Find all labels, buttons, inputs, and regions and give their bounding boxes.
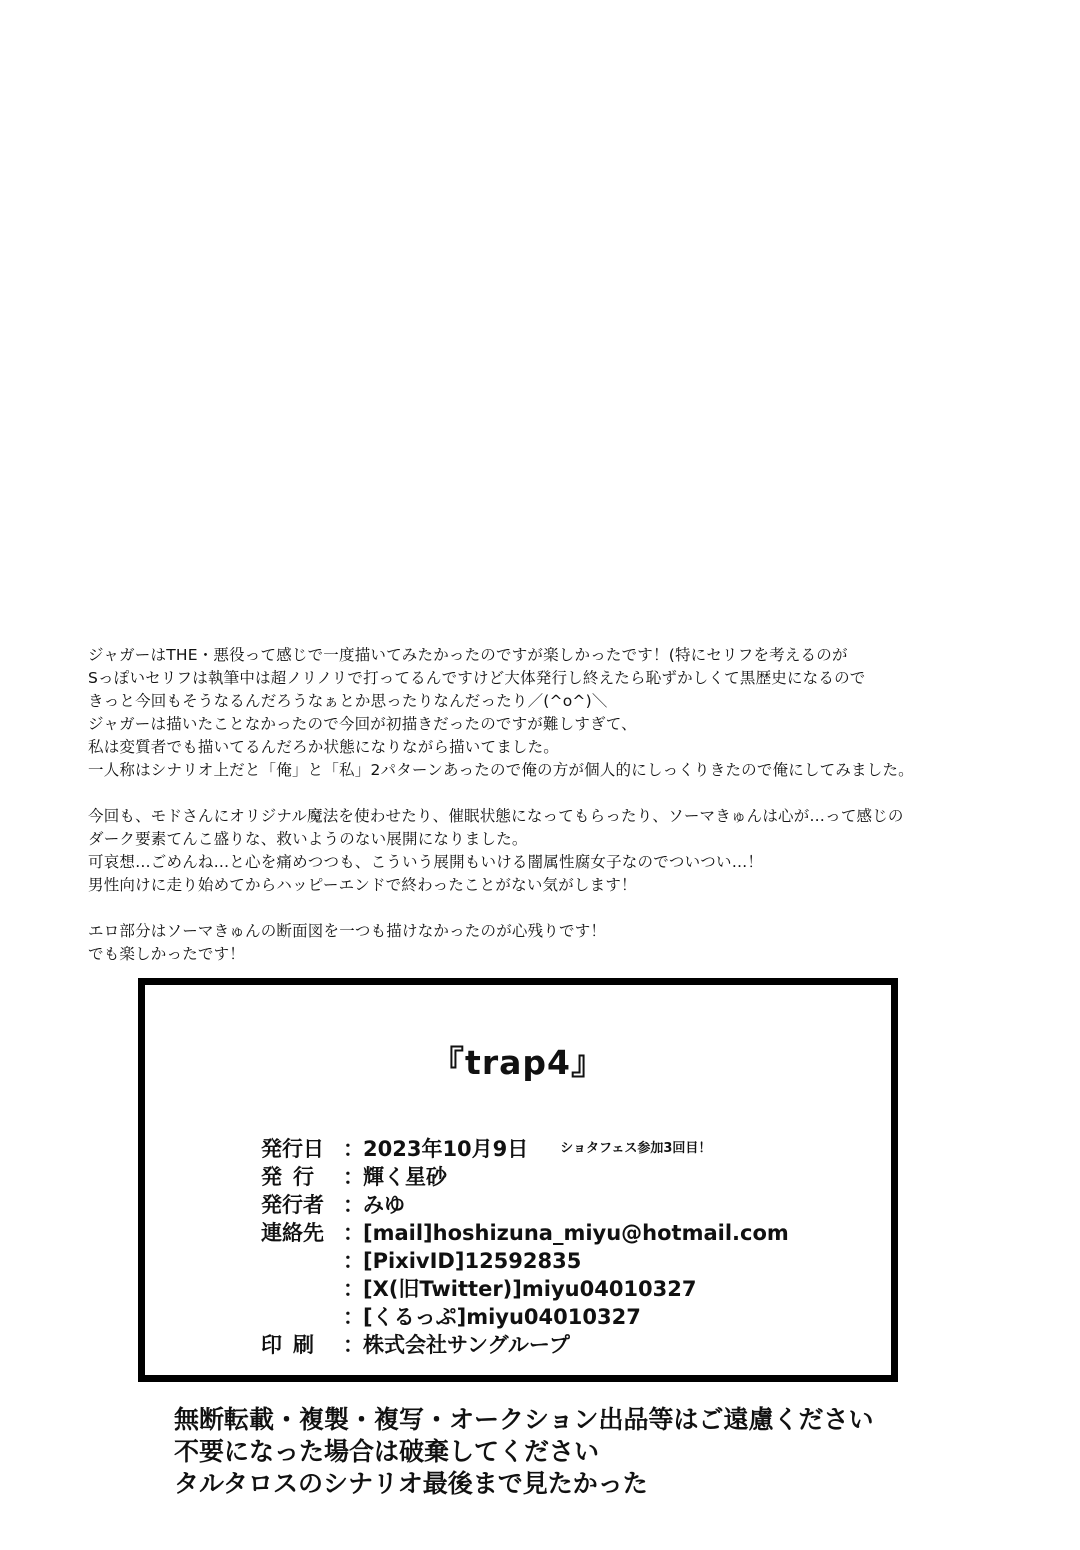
date-label: 発行日 [261, 1137, 324, 1161]
afterword-line: きっと今回もそうなるんだろうなぁとか思ったりなんだったり／(^o^)＼ [88, 692, 608, 710]
notice-line: タルタロスのシナリオ最後まで見たかった [174, 1469, 648, 1498]
notice-line: 無断転載・複製・複写・オークション出品等はご遠慮ください [174, 1405, 874, 1434]
colophon-row-date [261, 1135, 789, 1163]
colophon-row-publisher [261, 1191, 789, 1219]
colophon-box [138, 978, 898, 1382]
separator: ： [343, 1221, 364, 1245]
afterword-line: 可哀想…ごめんね…と心を痛めつつも、こういう展開もいける闇属性腐女子なのでついつい…！ [88, 853, 764, 871]
paragraph-gap [88, 897, 988, 920]
contact-pixiv: [PixivID]12592835 [363, 1249, 582, 1273]
afterword-line: ダーク要素てんこ盛りな、救いようのない展開になりました。 [88, 830, 528, 848]
afterword-line: 今回も、モドさんにオリジナル魔法を使わせたり、催眠状態になってもらったり、ソーマきゅんは心が…って感じの [88, 807, 904, 825]
afterword-line: 一人称はシナリオ上だと「俺」と「私」2パターンあったので俺の方が個人的にしっくりきたので俺にしてみました。 [88, 761, 914, 779]
colophon-info [261, 1135, 789, 1359]
contact-crepu: [くるっぷ]miyu04010327 [363, 1305, 641, 1329]
colophon-row-contact [261, 1275, 789, 1303]
separator: ： [343, 1137, 364, 1161]
afterword-line: でも楽しかったです！ [88, 945, 246, 963]
empty-label [261, 1247, 343, 1275]
book-title: 『trap4』 [431, 1043, 605, 1082]
publisher-label: 発行者 [261, 1193, 324, 1217]
empty-label [261, 1275, 343, 1303]
afterword-line: 私は変質者でも描いてるんだろか状態になりながら描いてました。 [88, 738, 560, 756]
afterword [88, 644, 988, 966]
publisher-value: みゆ [363, 1193, 405, 1217]
afterword-line: ジャガーはTHE・悪役って感じで一度描いてみたかったのですが楽しかったです！(特にセリフを考えるのが [88, 646, 848, 664]
contact-x: [X(旧Twitter)]miyu04010327 [363, 1277, 697, 1301]
colophon-row-contact [261, 1219, 789, 1247]
event-note: ショタフェス参加3回目！ [560, 1141, 712, 1156]
notice-line: 不要になった場合は破棄してください [174, 1437, 600, 1466]
afterword-line: エロ部分はソーマきゅんの断面図を一つも描けなかったのが心残りです！ [88, 922, 607, 940]
colophon-row-contact [261, 1303, 789, 1331]
afterword-line: ジャガーは描いたことなかったので今回が初描きだったのですが難しすぎて、 [88, 715, 637, 733]
separator: ： [343, 1333, 364, 1357]
paragraph-gap [88, 782, 988, 805]
printer-value: 株式会社サングループ [363, 1333, 570, 1357]
separator: ： [343, 1165, 364, 1189]
notices [174, 1404, 874, 1500]
afterword-line: 男性向けに走り始めてからハッピーエンドで終わったことがない気がします！ [88, 876, 637, 894]
circle-label: 発行 [261, 1165, 325, 1189]
contact-label: 連絡先 [261, 1221, 324, 1245]
contact-mail: [mail]hoshizuna_miyu@hotmail.com [363, 1221, 789, 1245]
afterword-line: Sっぽいセリフは執筆中は超ノリノリで打ってるんですけど大体発行し終えたら恥ずかしくて黒歴史になるので [88, 669, 866, 687]
date-value: 2023年10月9日 [363, 1137, 529, 1161]
separator: ： [343, 1193, 364, 1217]
separator: ： [343, 1277, 364, 1301]
colophon-row-contact [261, 1247, 789, 1275]
colophon-row-circle [261, 1163, 789, 1191]
colophon-row-printer [261, 1331, 789, 1359]
circle-value: 輝く星砂 [363, 1165, 447, 1189]
printer-label: 印刷 [261, 1333, 325, 1357]
separator: ： [343, 1305, 364, 1329]
empty-label [261, 1303, 343, 1331]
separator: ： [343, 1249, 364, 1273]
